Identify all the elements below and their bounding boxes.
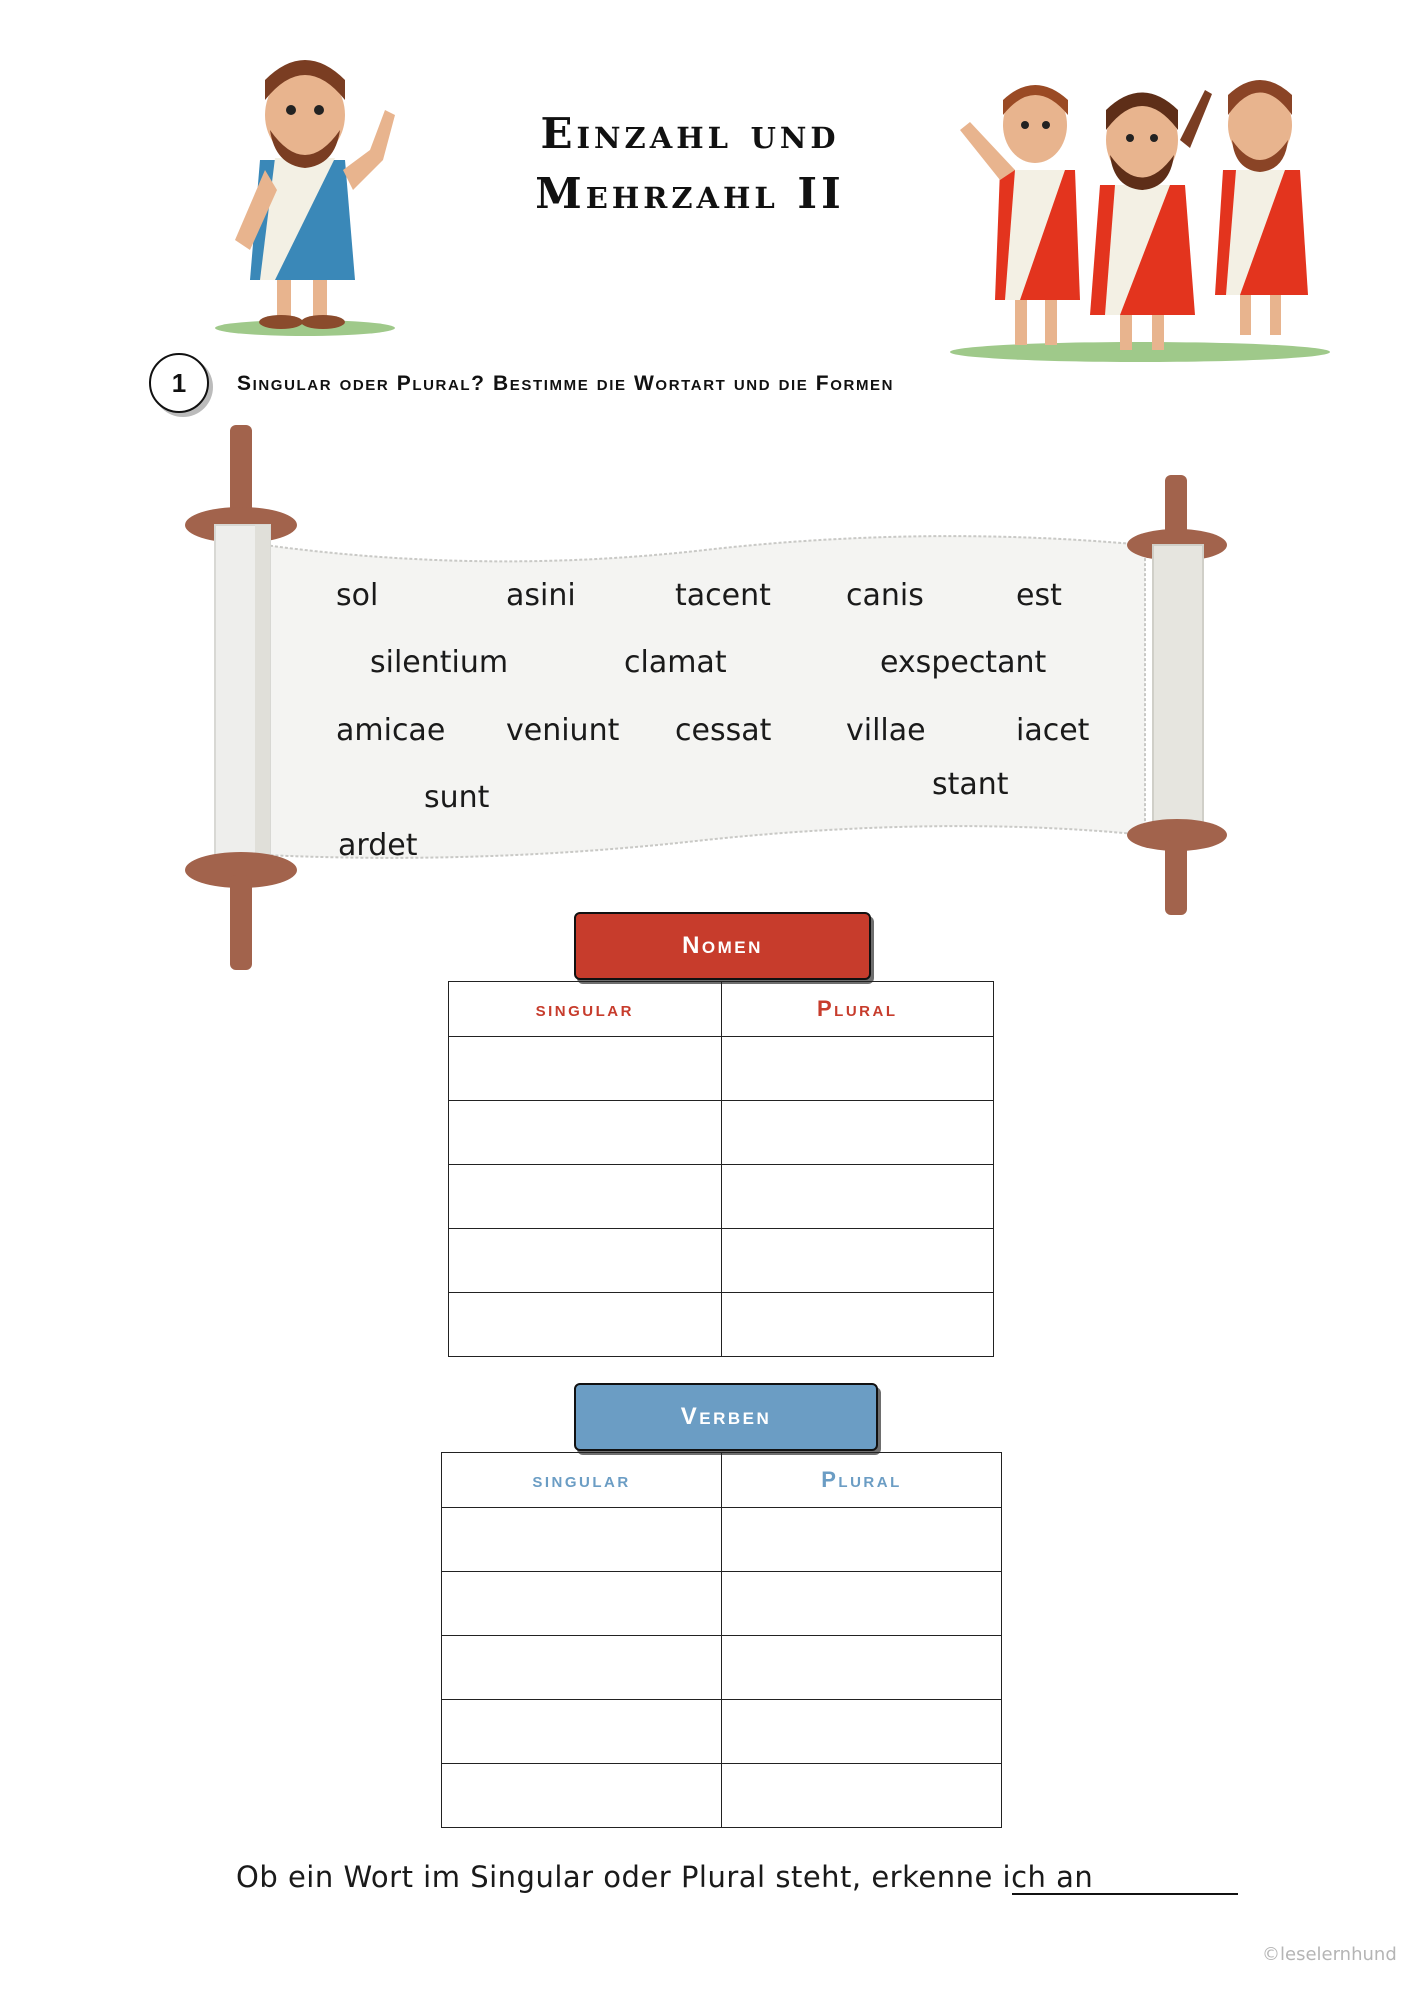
nomen-col-singular: singular (449, 982, 722, 1037)
copyright-text: ©leselernhund (1262, 1944, 1397, 1965)
roman-men-red-group-icon (940, 70, 1340, 370)
scroll-word-est: est (1016, 578, 1062, 613)
nomen-plural-cell[interactable] (721, 1229, 994, 1293)
scroll-word-veniunt: veniunt (506, 713, 620, 748)
verben-label-text: Verben (680, 1403, 772, 1430)
scroll-word-sol: sol (336, 578, 379, 613)
scroll-word-clamat: clamat (624, 645, 727, 680)
scroll-word-iacet: iacet (1016, 713, 1090, 748)
scroll-word-exspectant: exspectant (880, 645, 1047, 680)
table-row (449, 1101, 994, 1165)
verben-plural-cell[interactable] (722, 1764, 1002, 1828)
nomen-label (574, 912, 871, 980)
table-row (442, 1508, 1002, 1572)
nomen-singular-cell[interactable] (449, 1229, 722, 1293)
nomen-singular-cell[interactable] (449, 1293, 722, 1357)
verben-singular-cell[interactable] (442, 1572, 722, 1636)
verben-plural-cell[interactable] (722, 1636, 1002, 1700)
parchment-scroll-icon (185, 425, 1240, 970)
verben-table (441, 1452, 1002, 1828)
verben-label (574, 1383, 878, 1451)
nomen-table (448, 981, 994, 1357)
verben-header-row (442, 1453, 1002, 1508)
completion-sentence: Ob ein Wort im Singular oder Plural steht, erkenne ich an (236, 1860, 1094, 1894)
table-row (449, 1165, 994, 1229)
nomen-col-plural: Plural (721, 982, 994, 1037)
table-row (449, 1229, 994, 1293)
scroll-word-stant: stant (932, 767, 1009, 802)
scroll-word-ardet: ardet (338, 828, 418, 863)
table-row (449, 1293, 994, 1357)
nomen-singular-cell[interactable] (449, 1037, 722, 1101)
page-title (430, 104, 950, 224)
verben-singular-cell[interactable] (442, 1764, 722, 1828)
scroll-word-canis: canis (846, 578, 924, 613)
verben-plural-cell[interactable] (722, 1508, 1002, 1572)
nomen-label-text: Nomen (682, 932, 763, 959)
verben-col-plural: Plural (722, 1453, 1002, 1508)
table-row (449, 1037, 994, 1101)
verben-singular-cell[interactable] (442, 1636, 722, 1700)
verben-plural-cell[interactable] (722, 1700, 1002, 1764)
scroll-word-tacent: tacent (675, 578, 771, 613)
title-line-2: Mehrzahl II (535, 169, 845, 218)
nomen-plural-cell[interactable] (721, 1165, 994, 1229)
nomen-plural-cell[interactable] (721, 1293, 994, 1357)
scroll-word-villae: villae (846, 713, 926, 748)
table-row (442, 1700, 1002, 1764)
scroll-word-sunt: sunt (424, 780, 490, 815)
verben-singular-cell[interactable] (442, 1700, 722, 1764)
table-row (442, 1636, 1002, 1700)
nomen-singular-cell[interactable] (449, 1165, 722, 1229)
scroll-word-cessat: cessat (675, 713, 772, 748)
nomen-plural-cell[interactable] (721, 1037, 994, 1101)
verben-col-singular: singular (442, 1453, 722, 1508)
table-row (442, 1572, 1002, 1636)
scroll-word-asini: asini (506, 578, 576, 613)
verben-singular-cell[interactable] (442, 1508, 722, 1572)
nomen-header-row (449, 982, 994, 1037)
table-row (442, 1764, 1002, 1828)
verben-plural-cell[interactable] (722, 1572, 1002, 1636)
nomen-singular-cell[interactable] (449, 1101, 722, 1165)
task-number-badge (149, 353, 209, 413)
scroll-word-silentium: silentium (370, 645, 509, 680)
answer-blank-line[interactable] (1012, 1893, 1238, 1895)
task-instruction: Singular oder Plural? Bestimme die Wortart und die Formen (237, 372, 895, 395)
roman-man-blue-icon (205, 40, 405, 340)
nomen-plural-cell[interactable] (721, 1101, 994, 1165)
task-number: 1 (171, 367, 187, 398)
title-line-1: Einzahl und (540, 109, 840, 158)
scroll-word-amicae: amicae (336, 713, 446, 748)
